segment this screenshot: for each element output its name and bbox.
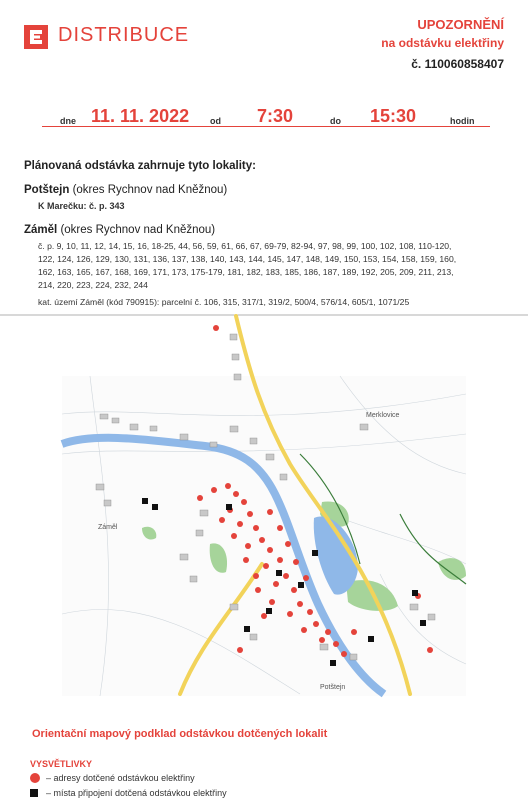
map-label-zamel: Záměl: [98, 524, 118, 531]
notice-title: UPOZORNĚNÍ: [417, 17, 504, 32]
zamel-numbers-line: č. p. 9, 10, 11, 12, 14, 15, 16, 18-25, 44, 56, 59, 61, 66, 67, 69-79, 82-94, 97, 98, 99, 100, 102, 108, 110-120,: [38, 241, 452, 251]
zamel-numbers-line: 122, 124, 126, 129, 130, 131, 136, 137, 138, 140, 143, 144, 145, 147, 148, 149, 150, 153, 154, 158, 159, 160,: [38, 254, 457, 264]
notice-number: č. 110060858407: [411, 57, 504, 71]
zamel-numbers-line: 162, 163, 165, 167, 168, 169, 171, 173, 175-179, 181, 182, 183, 185, 186, 187, 189, 192, 205, 209, 211, 213,: [38, 267, 454, 277]
zamel-parcels: kat. území Záměl (kód 790915): parcelní č. 106, 315, 317/1, 319/2, 500/4, 576/14, 605/1, 1071/25: [38, 297, 410, 307]
legend-address-dot-icon: [30, 773, 40, 783]
from-label: od: [210, 116, 221, 126]
outage-from-time: 7:30: [257, 106, 294, 126]
localities-intro: Plánovaná odstávka zahrnuje tyto lokality:: [24, 160, 256, 172]
legend-connection-square-icon: [30, 789, 38, 797]
locality-potstejn-street: K Marečku: č. p. 343: [38, 201, 125, 211]
locality-zamel-district: (okres Rychnov nad Kněžnou): [57, 224, 216, 236]
brand-logo-icon: [24, 25, 48, 49]
map-label-potstejn: Potštejn: [320, 684, 346, 691]
locality-potstejn-heading: [24, 184, 227, 196]
map-caption: Orientační mapový podklad odstávkou dotčených lokalit: [32, 728, 328, 740]
map-label-merklovice: Merklovice: [366, 412, 400, 419]
map-background: [62, 376, 466, 696]
legend-item-addresses: – adresy dotčené odstávkou elektřiny: [46, 773, 195, 783]
legend-item-connections: – místa připojení dotčená odstávkou elektřiny: [46, 788, 227, 798]
locality-zamel-numbers: [38, 240, 518, 292]
to-label: do: [330, 116, 341, 126]
notice-subtitle: na odstávku elektřiny: [381, 36, 504, 50]
locality-zamel-heading: [24, 224, 215, 236]
outage-map: [0, 314, 528, 706]
locality-zamel-title: Záměl: [24, 224, 58, 236]
zamel-numbers-line: 214, 220, 223, 224, 232, 244: [38, 280, 148, 290]
locality-potstejn-title: Potštejn: [24, 184, 70, 196]
date-label: dne: [60, 116, 77, 126]
locality-potstejn-district: (okres Rychnov nad Kněžnou): [69, 184, 228, 196]
hours-label: hodin: [450, 116, 475, 126]
schedule-divider: [42, 126, 490, 127]
outage-to-time: 15:30: [370, 106, 417, 126]
brand-name: DISTRIBUCE: [58, 24, 190, 46]
legend-title: VYSVĚTLIVKY: [30, 759, 93, 769]
outage-date: 11. 11. 2022: [91, 106, 190, 126]
